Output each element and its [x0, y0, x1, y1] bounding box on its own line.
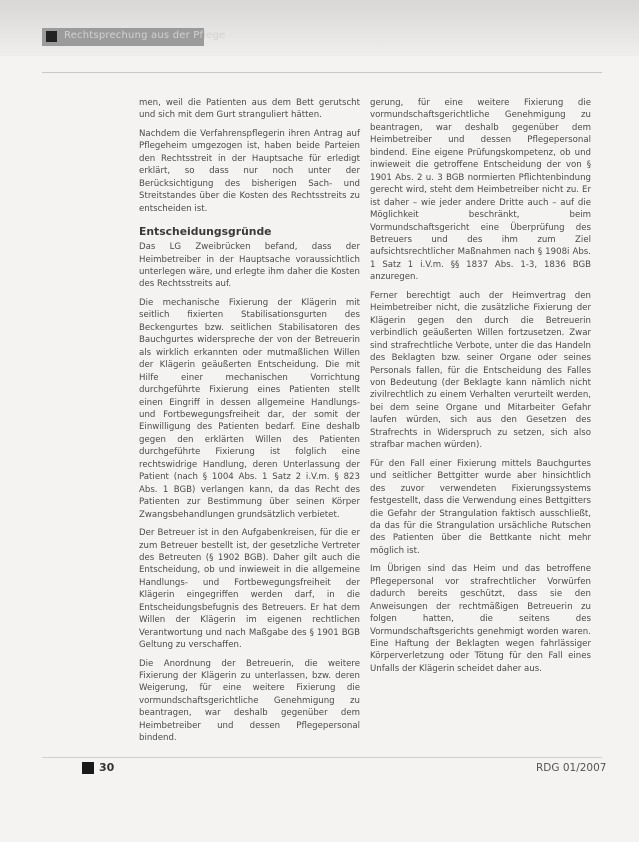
left-paragraph-6: Die Anordnung der Betreuerin, die weitere Fixierung der Klägerin zu unterlassen, bzw. deren Weigerung, für eine weitere Fixierung die vormundschaftsgerichtliche Genehmigung zu beantragen, war deshalb gegenüber dem Heimbetreiber und dessen Pflegepersonal bindend.	[139, 658, 360, 744]
left-paragraph-2: Nachdem die Verfahrenspflegerin ihren Antrag auf Pflegeheim umgezogen ist, haben beide Parteien den Rechtsstreit in der Hauptsache für erledigt erklärt, so dass nur noch unter der Berücksichtigung des bisherigen Sach- und Streitstandes über die Kosten des Rechtsstreits zu entscheiden ist.	[139, 128, 360, 214]
left-paragraph-1: men, weil die Patienten aus dem Bett gerutscht und sich mit dem Gurt stranguliert hätten.	[139, 98, 360, 121]
left-column	[139, 97, 360, 751]
page-number-marker-icon	[82, 762, 94, 774]
rubric-square-icon	[46, 31, 57, 42]
right-column	[370, 97, 591, 681]
right-paragraph-3: Für den Fall einer Fixierung mittels Bauchgurtes und seitlicher Bettgitter wurde aber hinsichtlich des zuvor verwendeten Fixierungssystems festgestellt, dass die Verwendung eines Bettgitters die Gefahr der Strangulation faktisch ausschließt, da das für die Strangulation ursächliche Rutschen des Patienten über die Bettkante nicht mehr möglich ist.	[370, 458, 591, 556]
right-paragraph-1: gerung, für eine weitere Fixierung die vormundschaftsgerichtliche Genehmigung zu beantragen, war deshalb gegenüber dem Heimbetreiber und dessen Pflegepersonal bindend. Eine eigene Prüfungskompetenz, ob und inwieweit die getroffene Entscheidung der von § 1901 Abs. 2 u. 3 BGB normierten Pflichtenbindung gerecht wird, steht dem Heimbetreiber nicht zu. Er ist daher – wie jeder andere Dritte auch – auf die Möglichkeit beschränkt, beim Vormundschaftsgericht eine Überprüfung des Betreuers und des ihm zum Ziel aufsichtsrechtlicher Maßnahmen nach § 1908i Abs. 1 Satz 1 i.V.m. §§ 1837 Abs. 1-3, 1836 BGB anzuregen.	[370, 98, 591, 283]
page-number: 30	[99, 761, 115, 774]
left-paragraph-5: Der Betreuer ist in den Aufgabenkreisen, für die er zum Betreuer bestellt ist, der gesetzliche Vertreter des Betreuten (§ 1902 BGB). Daher gilt auch die Entscheidung, ob und inwieweit in die allgemeine Handlungs- und Fortbewegungsfreiheit der Klägerin eingegriffen werden darf, in die Entscheidungsbefugnis des Betreuers. Er hat dem Willen der Klägerin im eigenen rechtlichen Verantwortung und nach Maßgabe des § 1901 BGB Geltung zu verschaffen.	[139, 528, 360, 651]
left-paragraph-3: Das LG Zweibrücken befand, dass der Heimbetreiber in der Hauptsache voraussichtlich unterlegen wäre, und erlegte ihm daher die Kosten des Rechtsstreits auf.	[139, 242, 360, 290]
footer-rule	[42, 757, 602, 758]
left-paragraph-4: Die mechanische Fixierung der Klägerin mit seitlich fixierten Stabilisationsgurten des Beckengurtes bzw. seitlichen Stabilisatoren des Bauchgurtes widerspreche der von der Betreuerin als wirklich erkannten oder mutmaßlichen Willen der Klägerin geäußerten Entscheidung. Die mit Hilfe einer mechanischen Vorrichtung durchgeführte Fixierung eines Patienten stellt einen Eingriff in dessen allgemeine Handlungs- und Fortbewegungsfreiheit dar, der somit der Einwilligung des Patienten bedarf. Eine deshalb gegen den erklärten Willen des Patienten durchgeführte Fixierung ist folglich eine rechtswidrige Handlung, deren Unterlassung der Patient (nach § 1004 Abs. 1 Satz 2 i.V.m. § 823 Abs. 1 BGB) verlangen kann, da das Recht des Patienten zur Bestimmung über seinen Körper Zwangsbehandlungen grundsätzlich verbietet.	[139, 297, 360, 520]
right-paragraph-4: Im Übrigen sind das Heim und das betroffene Pflegepersonal vor strafrechtlicher Vorwürfen dadurch bereits geschützt, dass sie den Anweisungen der rechtmäßigen Betreuerin zu folgen hatten, die seitens des Vormundschaftsgerichts genehmigt worden waren. Eine Haftung der Beklagten wegen fahrlässiger Körperverletzung oder Tötung für den Fall eines Unfalls der Klägerin scheidet daher aus.	[370, 564, 591, 674]
right-paragraph-2: Ferner berechtigt auch der Heimvertrag den Heimbetreiber nicht, die zusätzliche Fixierung der Klägerin gegen den durch die Betreuerin verbindlich geäußerten Willen fortzusetzen. Zwar sind strafrechtliche Verbote, unter die das Handeln des Beklagten bzw. seiner Organe oder seines Personals fallen, für die Entscheidung des Falles von Bedeutung (der Beklagte kann nämlich nicht zivilrechtlich zu einem Verhalten verurteilt werden, bei dem seine Organe und Mitarbeiter Gefahr laufen würden, sich aus den Gesetzen des Strafrechts in Widerspruch zu setzen, sich also strafbar machen würden).	[370, 290, 591, 451]
header-rule	[42, 72, 602, 73]
rubric-label: Rechtsprechung aus der Pflege	[64, 30, 226, 41]
journal-issue: RDG 01/2007	[536, 762, 607, 774]
section-heading: Entscheidungsgründe	[139, 225, 272, 239]
